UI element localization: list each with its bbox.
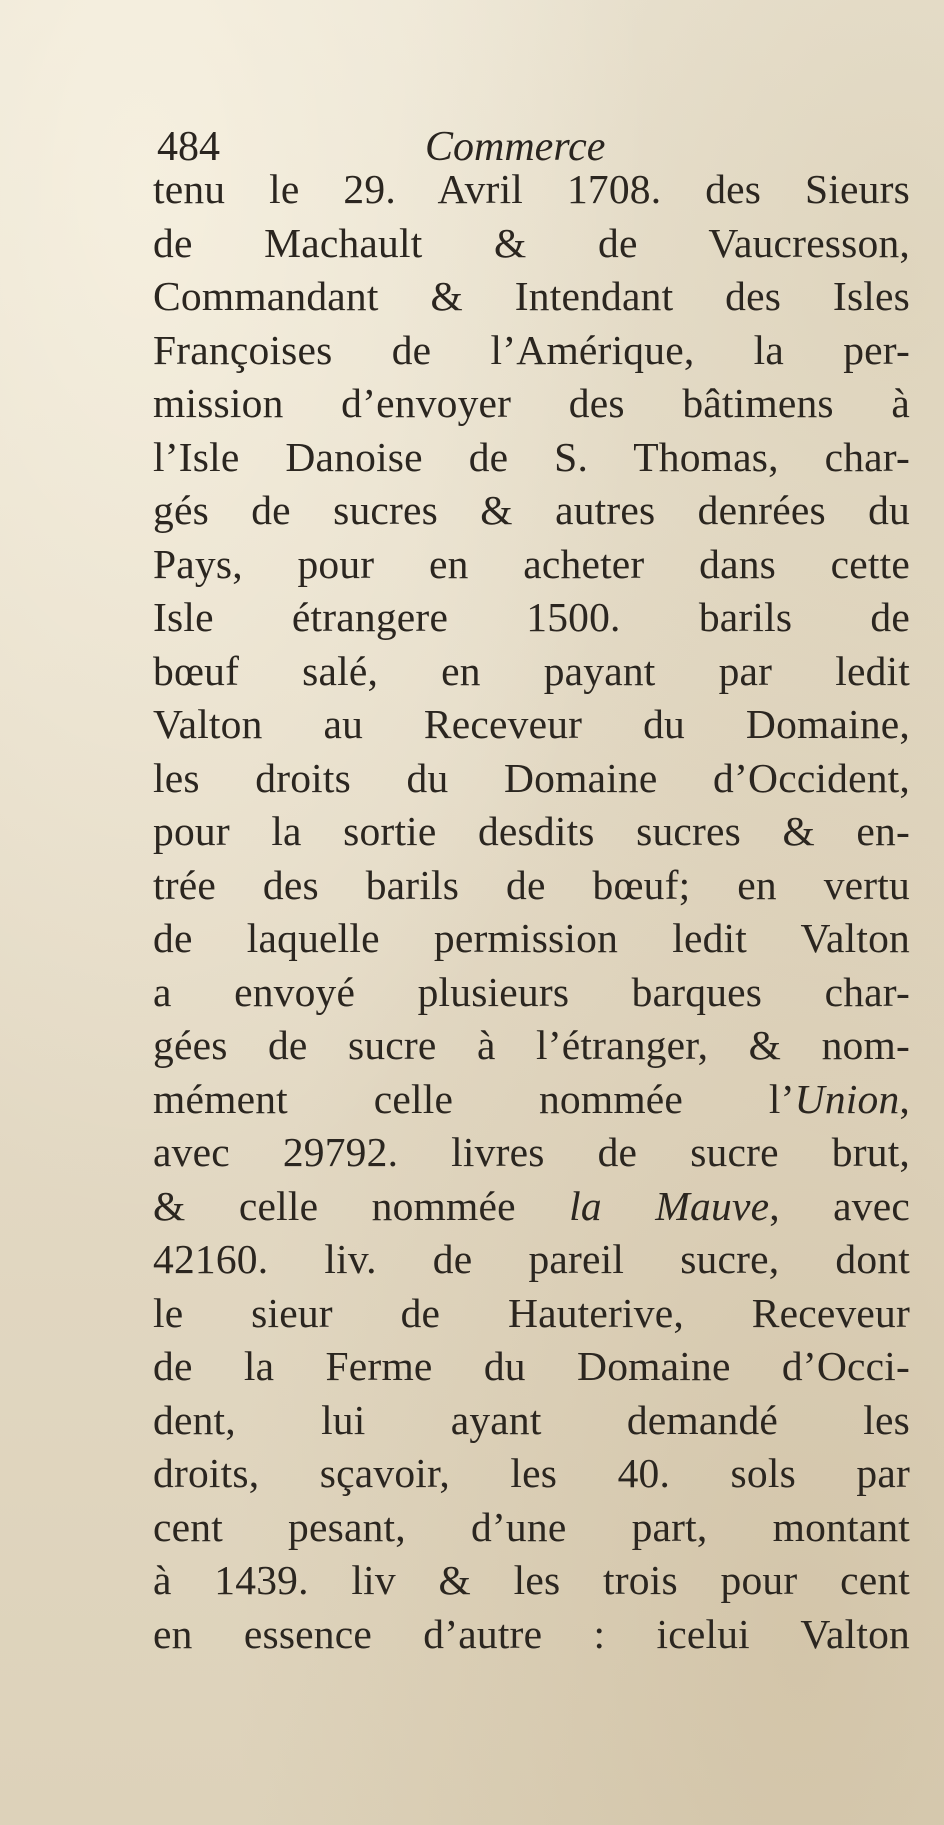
text-line <box>153 1340 910 1394</box>
text-segment: Isle étrangere 1500. barils de <box>153 594 910 640</box>
text-line <box>153 377 910 431</box>
text-line <box>153 163 910 217</box>
text-line <box>153 591 910 645</box>
text-segment: Commandant & Intendant des Isles <box>153 273 910 319</box>
text-segment: cent pesant, d’une part, montant <box>153 1503 910 1550</box>
text-segment: 42160. liv. de pareil sucre, dont <box>153 1236 910 1282</box>
text-segment: pour la sortie desdits sucres & en- <box>153 808 910 854</box>
text-segment: de la Ferme du Domaine d’Occi- <box>153 1343 910 1389</box>
text-line <box>153 431 910 485</box>
text-line <box>153 484 910 538</box>
text-line <box>153 217 910 271</box>
text-line <box>153 1287 910 1341</box>
text-line <box>153 752 910 806</box>
text-segment: en essence d’autre : icelui Valton <box>153 1610 910 1657</box>
text-segment: de Machault & de Vaucresson, <box>153 219 910 266</box>
text-line <box>153 1447 910 1501</box>
italic-text: Union <box>794 1075 900 1122</box>
text-segment: & celle nommée <box>153 1182 570 1229</box>
text-segment: dent, lui ayant demandé les <box>153 1396 910 1443</box>
text-segment: Valton au Receveur du Domaine, <box>153 701 910 747</box>
text-segment: mément celle nommée l’ <box>153 1075 795 1122</box>
text-line <box>153 1554 910 1608</box>
text-segment: tenu le 29. Avril 1708. des Sieurs <box>153 166 910 212</box>
text-segment: à 1439. liv & les trois pour cent <box>153 1557 910 1603</box>
text-segment: gées de sucre à l’étranger, & nom- <box>153 1022 910 1068</box>
text-line <box>153 324 910 378</box>
text-segment: l’Isle Danoise de S. Thomas, char- <box>153 433 910 480</box>
text-line <box>153 1019 910 1073</box>
text-segment: , avec <box>769 1182 910 1229</box>
body-text <box>153 163 910 1661</box>
text-segment: de laquelle permission ledit Valton <box>153 915 910 961</box>
text-line <box>153 859 910 913</box>
text-segment: bœuf salé, en payant par ledit <box>153 647 910 694</box>
page-number: 484 <box>157 124 220 170</box>
text-segment: a envoyé plusieurs barques char- <box>153 968 910 1015</box>
text-segment: le sieur de Hauterive, Receveur <box>153 1289 910 1336</box>
text-line <box>153 645 910 699</box>
text-line <box>153 538 910 592</box>
text-line <box>153 1180 910 1234</box>
text-line <box>153 1073 910 1127</box>
text-segment: droits, sçavoir, les 40. sols par <box>153 1450 910 1496</box>
text-segment: mission d’envoyer des bâtimens à <box>153 380 910 426</box>
text-line <box>153 270 910 324</box>
text-segment: Françoises de l’Amérique, la per- <box>153 326 910 373</box>
text-segment: Pays, pour en acheter dans cette <box>153 540 910 587</box>
text-line <box>153 1501 910 1555</box>
text-segment: , <box>899 1075 910 1122</box>
text-line <box>153 698 910 752</box>
text-line <box>153 1608 910 1662</box>
text-line <box>153 1394 910 1448</box>
italic-text: la Mauve <box>569 1182 770 1229</box>
text-line <box>153 966 910 1020</box>
text-line <box>153 1233 910 1287</box>
text-segment: gés de sucres & autres denrées du <box>153 487 910 533</box>
text-line <box>153 805 910 859</box>
text-segment: trée des barils de bœuf; en vertu <box>153 861 910 908</box>
text-segment: avec 29792. livres de sucre brut, <box>153 1129 910 1175</box>
text-line <box>153 1126 910 1180</box>
running-title: Commerce <box>425 124 606 170</box>
text-segment: les droits du Domaine d’Occident, <box>153 754 910 801</box>
text-line <box>153 912 910 966</box>
